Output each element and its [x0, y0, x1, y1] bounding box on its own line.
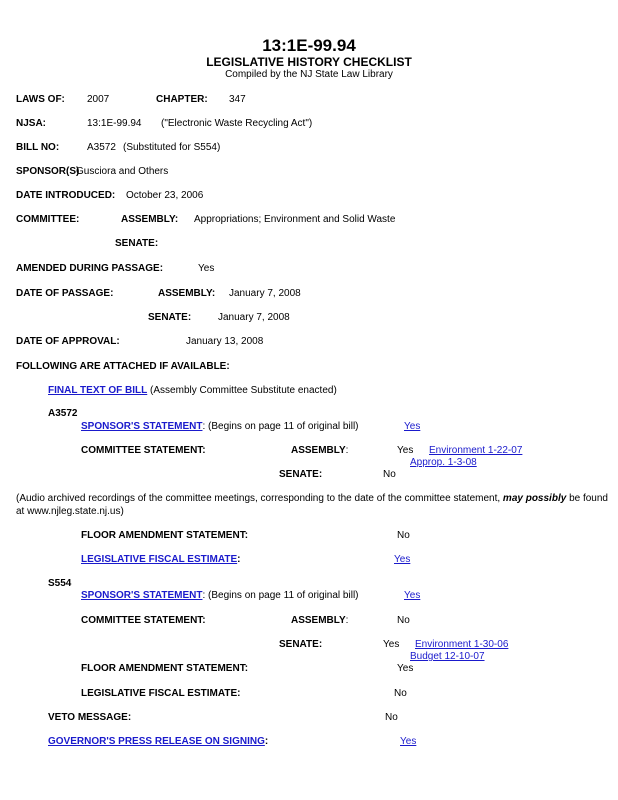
- sponsors-value: Gusciora and Others: [76, 166, 169, 177]
- date-of-approval-value: January 13, 2008: [186, 336, 264, 347]
- s554-senate-value: Yes: [383, 639, 400, 650]
- a3572-senate-label: SENATE:: [279, 469, 323, 480]
- a3572-sponsor-statement-link[interactable]: SPONSOR'S STATEMENT: [81, 421, 203, 432]
- njsa-label: NJSA:: [16, 118, 47, 129]
- audio-note-text: (Audio archived recordings of the committee meetings, corresponding to the date of the committee statement,: [16, 493, 501, 504]
- a3572-assembly-value: Yes: [397, 445, 414, 456]
- a3572-fiscal-estimate-link[interactable]: LEGISLATIVE FISCAL ESTIMATE: [81, 554, 238, 565]
- s554-committee-label: COMMITTEE STATEMENT:: [81, 615, 206, 626]
- s554-sponsor-statement-link[interactable]: SPONSOR'S STATEMENT: [81, 590, 203, 601]
- final-text-row: [48, 385, 337, 397]
- final-text-note: (Assembly Committee Substitute enacted): [150, 385, 337, 396]
- s554-senate-label: SENATE:: [279, 639, 323, 650]
- a3572-fiscal-yes-link[interactable]: Yes: [394, 554, 411, 565]
- compiled-by: Compiled by the NJ State Law Library: [225, 69, 393, 80]
- a3572-sponsor-note: : (Begins on page 11 of original bill): [202, 421, 359, 432]
- veto-value: No: [385, 712, 398, 723]
- checklist-title: LEGISLATIVE HISTORY CHECKLIST: [206, 55, 412, 69]
- audio-note-line2: at www.njleg.state.nj.us): [16, 506, 124, 517]
- a3572-fiscal-colon: :: [237, 554, 241, 565]
- a3572-environment-link[interactable]: Environment 1-22-07: [429, 445, 523, 456]
- a3572-committee-label: COMMITTEE STATEMENT:: [81, 445, 206, 456]
- a3572-senate-value: No: [383, 469, 396, 480]
- s554-floor-amendment-value: Yes: [397, 663, 414, 674]
- a3572-floor-amendment-value: No: [397, 530, 410, 541]
- audio-note-emphasis: may possibly: [502, 493, 567, 504]
- s554-environment-link[interactable]: Environment 1-30-06: [415, 639, 509, 650]
- a3572-assembly-colon: :: [345, 445, 349, 456]
- njsa-act-name: ("Electronic Waste Recycling Act"): [161, 118, 313, 129]
- date-introduced-label: DATE INTRODUCED:: [16, 190, 116, 201]
- page-title: 13:1E-99.94: [262, 36, 356, 55]
- final-text-link[interactable]: FINAL TEXT OF BILL: [48, 385, 148, 396]
- s554-label: S554: [48, 578, 72, 589]
- date-of-passage-label: DATE OF PASSAGE:: [16, 288, 114, 299]
- s554-assembly-value: No: [397, 615, 410, 626]
- passage-senate-value: January 7, 2008: [218, 312, 290, 323]
- amended-value: Yes: [198, 263, 215, 274]
- bill-no-label: BILL NO:: [16, 142, 60, 153]
- committee-assembly-value: Appropriations; Environment and Solid Waste: [194, 214, 396, 225]
- attached-header: FOLLOWING ARE ATTACHED IF AVAILABLE:: [16, 361, 230, 372]
- date-introduced-value: October 23, 2006: [126, 190, 204, 201]
- a3572-floor-amendment-label: FLOOR AMENDMENT STATEMENT:: [81, 530, 249, 541]
- a3572-sponsor-row: [81, 421, 359, 433]
- s554-assembly-row: [291, 615, 348, 627]
- s554-sponsor-note: : (Begins on page 11 of original bill): [202, 590, 359, 601]
- bill-no-note: (Substituted for S554): [123, 142, 221, 153]
- a3572-fiscal-row: [81, 554, 240, 566]
- governor-yes-link[interactable]: Yes: [400, 736, 417, 747]
- a3572-label: A3572: [48, 408, 78, 419]
- a3572-assembly-label: ASSEMBLY: [291, 445, 346, 456]
- s554-sponsor-yes-link[interactable]: Yes: [404, 590, 421, 601]
- a3572-sponsor-yes-link[interactable]: Yes: [404, 421, 421, 432]
- governor-press-release-link[interactable]: GOVERNOR'S PRESS RELEASE ON SIGNING: [48, 736, 265, 747]
- sponsors-label: SPONSOR(S): [16, 166, 80, 177]
- njsa-value: 13:1E-99.94: [87, 118, 142, 129]
- chapter-value: 347: [229, 94, 246, 105]
- chapter-label: CHAPTER:: [156, 94, 208, 105]
- laws-of-label: LAWS OF:: [16, 94, 65, 105]
- s554-assembly-label: ASSEMBLY: [291, 615, 346, 626]
- a3572-approp-link[interactable]: Approp. 1-3-08: [410, 457, 477, 468]
- committee-senate-label: SENATE:: [115, 238, 159, 249]
- s554-fiscal-estimate-label: LEGISLATIVE FISCAL ESTIMATE:: [81, 688, 241, 699]
- passage-assembly-value: January 7, 2008: [229, 288, 301, 299]
- s554-sponsor-row: [81, 590, 359, 602]
- s554-floor-amendment-label: FLOOR AMENDMENT STATEMENT:: [81, 663, 249, 674]
- s554-assembly-colon: :: [345, 615, 349, 626]
- a3572-assembly-row: [291, 445, 348, 457]
- governor-row: [48, 736, 268, 748]
- audio-note-line1: [16, 493, 608, 505]
- audio-note-end: be found: [569, 493, 608, 504]
- bill-no-value: A3572: [87, 142, 116, 153]
- s554-fiscal-estimate-value: No: [394, 688, 407, 699]
- veto-label: VETO MESSAGE:: [48, 712, 132, 723]
- governor-colon: :: [264, 736, 269, 747]
- committee-assembly-label: ASSEMBLY:: [121, 214, 179, 225]
- s554-budget-link[interactable]: Budget 12-10-07: [410, 651, 485, 662]
- date-of-approval-label: DATE OF APPROVAL:: [16, 336, 120, 347]
- laws-of-value: 2007: [87, 94, 110, 105]
- passage-senate-label: SENATE:: [148, 312, 192, 323]
- amended-label: AMENDED DURING PASSAGE:: [16, 263, 164, 274]
- committee-label: COMMITTEE:: [16, 214, 80, 225]
- passage-assembly-label: ASSEMBLY:: [158, 288, 216, 299]
